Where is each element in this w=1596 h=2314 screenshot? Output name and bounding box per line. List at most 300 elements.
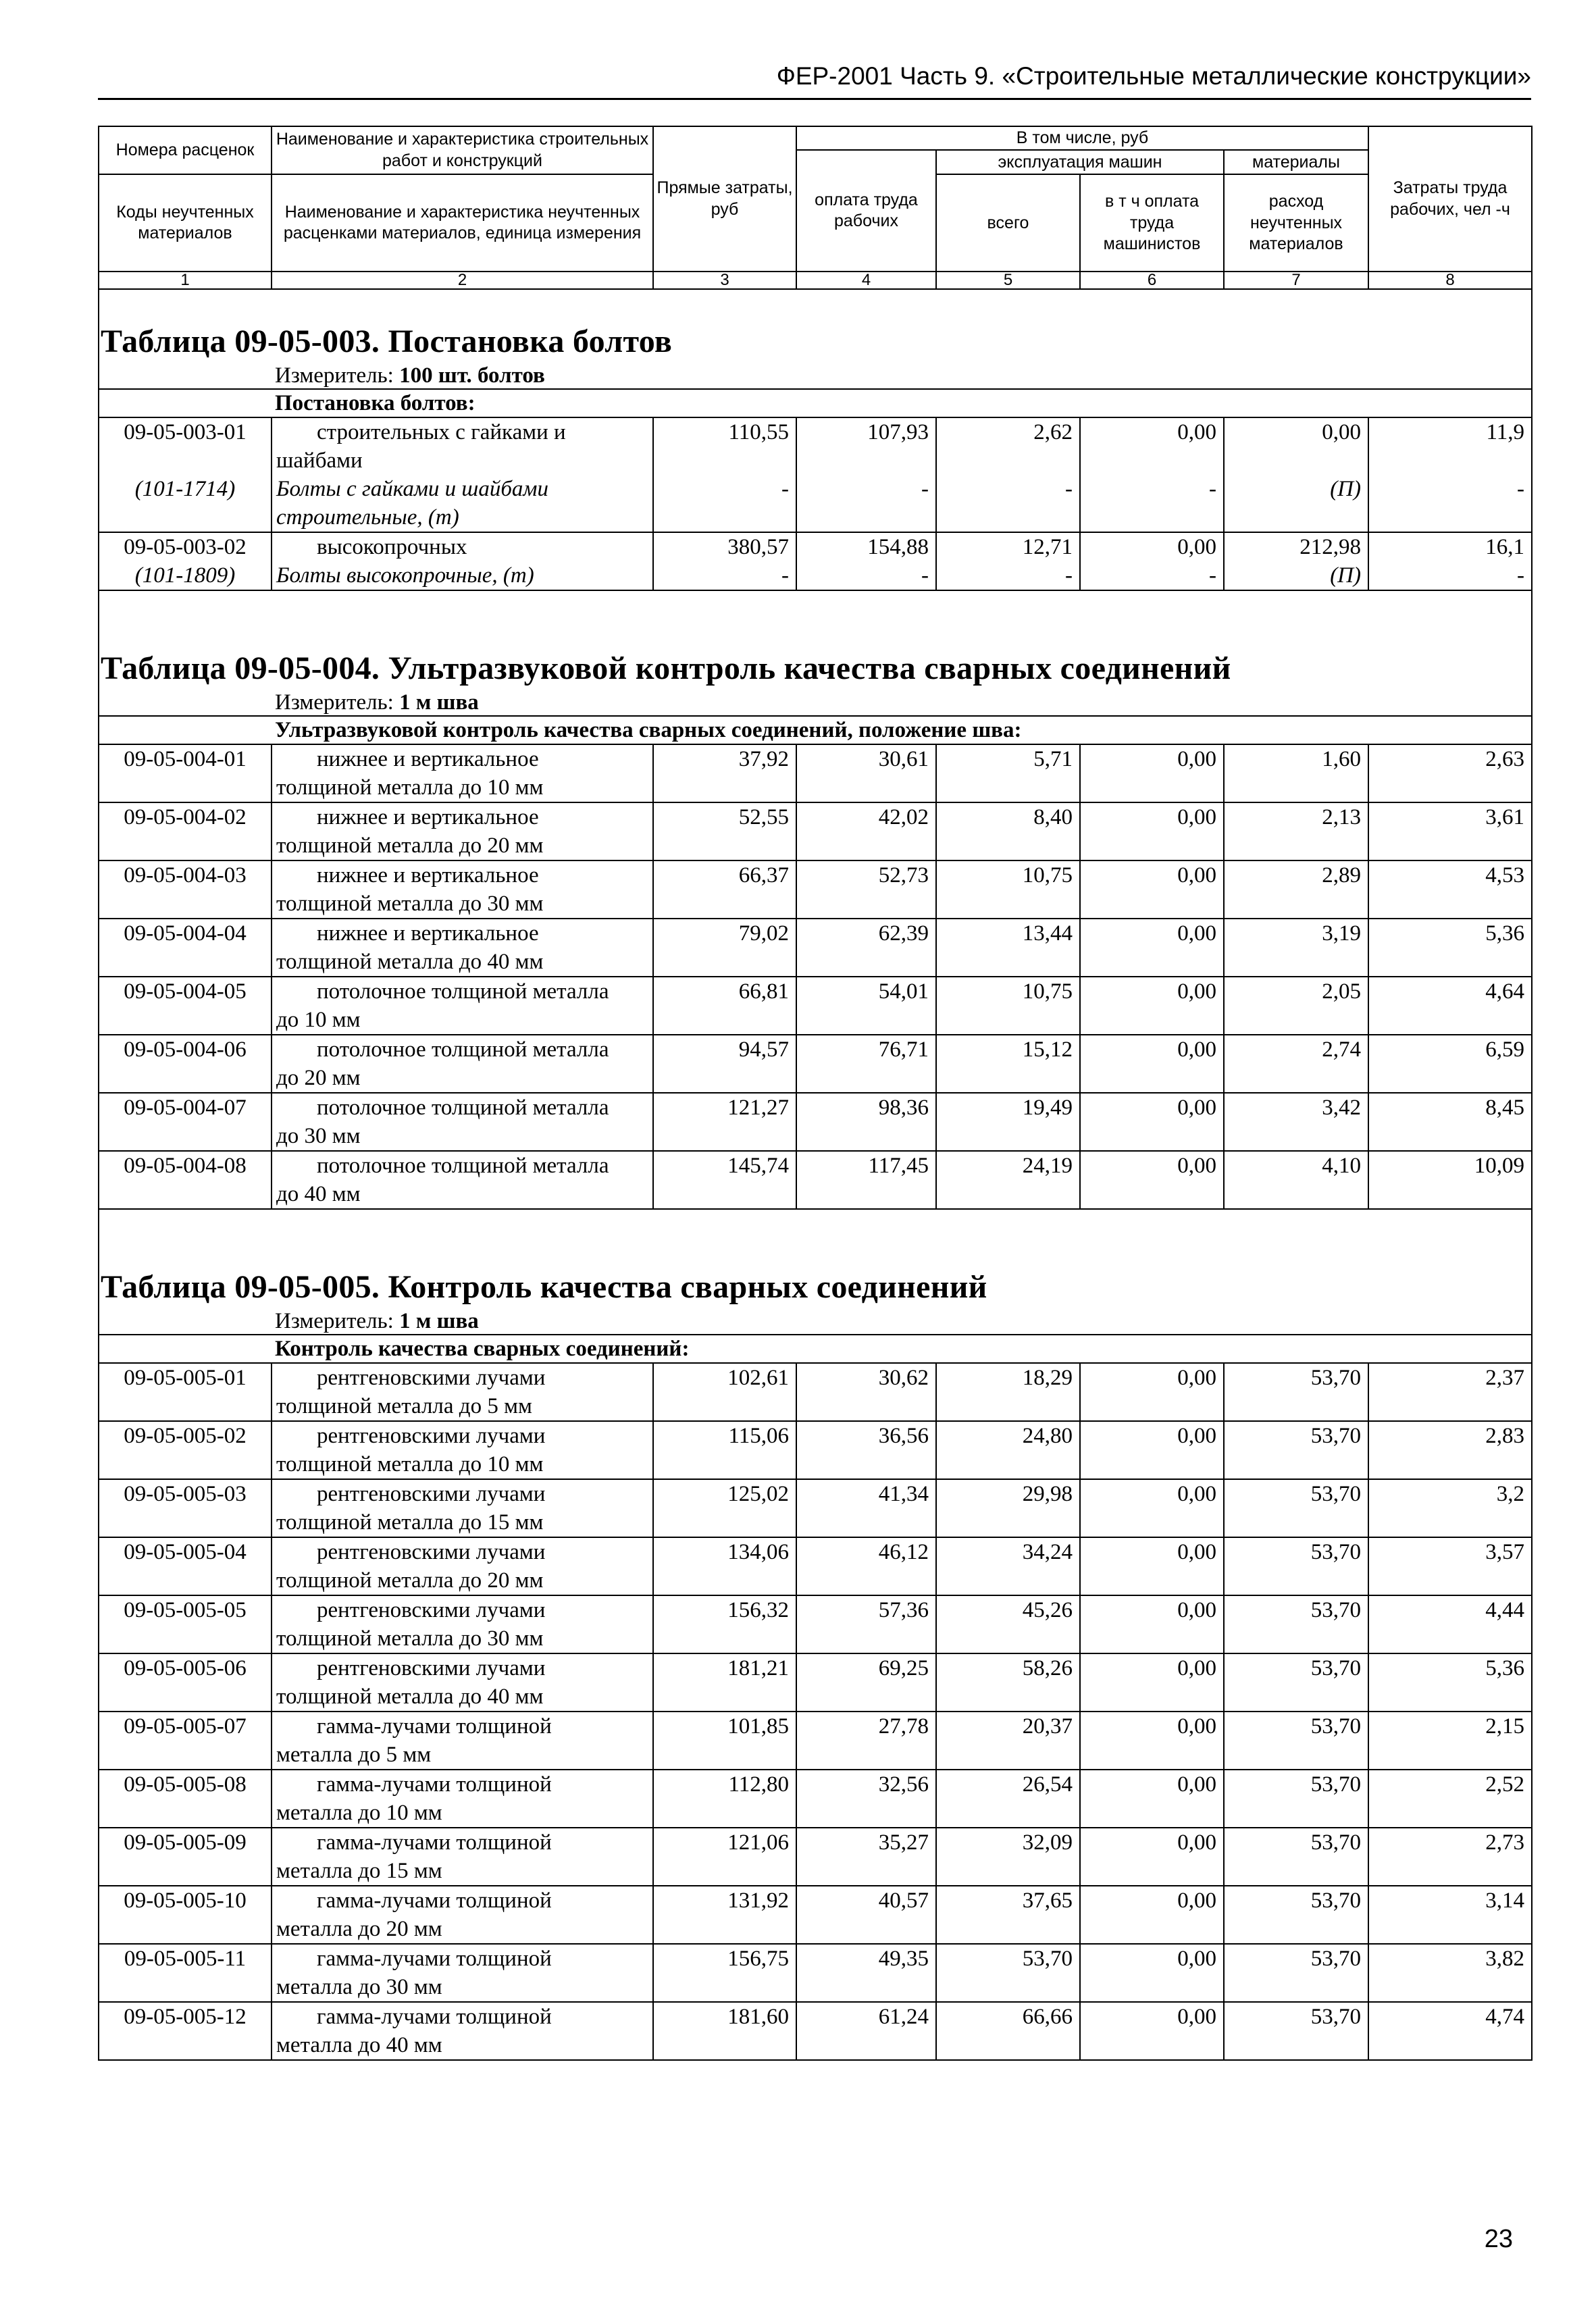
- value-cell: 53,70: [1224, 1828, 1368, 1886]
- value-cell: 53,70: [1224, 1595, 1368, 1653]
- material-row: [99, 475, 1532, 532]
- material-code: (101-1714): [99, 475, 272, 532]
- meter-cell: [99, 360, 1532, 389]
- value-cell: 10,75: [936, 977, 1080, 1035]
- spacer-cell: [99, 1209, 1532, 1235]
- work-name: [272, 1712, 653, 1770]
- value-cell: 49,35: [796, 1944, 936, 2002]
- section-row: [99, 1335, 1532, 1363]
- value-cell: 16,1: [1368, 532, 1532, 561]
- rate-code: 09-05-005-07: [99, 1712, 272, 1770]
- name-line: потолочное толщиной металла: [317, 1154, 609, 1179]
- value-cell: 35,27: [796, 1828, 936, 1886]
- name-line: нижнее и вертикальное: [317, 805, 539, 830]
- name-line: до 30 мм: [276, 1124, 361, 1149]
- value-cell: 8,45: [1368, 1093, 1532, 1151]
- value-cell: 0,00: [1080, 417, 1224, 475]
- column-number: 1: [99, 272, 272, 289]
- value-cell: 57,36: [796, 1595, 936, 1653]
- value-cell: 2,83: [1368, 1421, 1532, 1479]
- meter-row: [99, 687, 1532, 716]
- value-cell: 212,98: [1224, 532, 1368, 561]
- table-title-row: [99, 315, 1532, 360]
- rate-code: 09-05-005-11: [99, 1944, 272, 2002]
- value-cell: 0,00: [1080, 1770, 1224, 1828]
- rate-code: 09-05-005-09: [99, 1828, 272, 1886]
- value-cell: 0,00: [1080, 2002, 1224, 2060]
- table-row: [99, 1421, 1532, 1479]
- rate-code: 09-05-003-01: [99, 417, 272, 475]
- value-cell: 0,00: [1080, 1421, 1224, 1479]
- section-heading: Контроль качества сварных соединений:: [99, 1335, 1532, 1363]
- value-cell: 181,60: [653, 2002, 796, 2060]
- value-cell: 76,71: [796, 1035, 936, 1093]
- value-cell: 0,00: [1080, 1479, 1224, 1537]
- spacer-cell: [99, 590, 1532, 617]
- value-cell: 53,70: [1224, 1363, 1368, 1421]
- meter-value: 1 м шва: [399, 1309, 479, 1334]
- value-cell: 3,57: [1368, 1537, 1532, 1595]
- value-cell: 156,32: [653, 1595, 796, 1653]
- work-name: [272, 977, 653, 1035]
- rate-code: 09-05-005-08: [99, 1770, 272, 1828]
- work-name: [272, 2002, 653, 2060]
- value-cell: 8,40: [936, 802, 1080, 860]
- name-line: металла до 5 мм: [276, 1743, 432, 1768]
- value-cell: 2,37: [1368, 1363, 1532, 1421]
- value-cell: 107,93: [796, 417, 936, 475]
- name-line: металла до 40 мм: [276, 2033, 442, 2058]
- value-cell: 26,54: [936, 1770, 1080, 1828]
- value-cell: 45,26: [936, 1595, 1080, 1653]
- value-cell: 42,02: [796, 802, 936, 860]
- name-line: гамма-лучами толщиной: [317, 2005, 552, 2030]
- name-line: толщиной металла до 40 мм: [276, 1685, 544, 1709]
- work-name: [272, 744, 653, 802]
- name-line: нижнее и вертикальное: [317, 863, 539, 888]
- value-cell: 5,36: [1368, 919, 1532, 977]
- header-materials-unaccounted: расход неучтенных материалов: [1224, 174, 1368, 272]
- value-cell: 0,00: [1080, 919, 1224, 977]
- header-machines: эксплуатация машин: [936, 150, 1224, 174]
- value-cell: 115,06: [653, 1421, 796, 1479]
- table-row: [99, 1151, 1532, 1209]
- column-number: 5: [936, 272, 1080, 289]
- spacer-row: [99, 1235, 1532, 1261]
- table-row: [99, 802, 1532, 860]
- material-value-cell: -: [1080, 561, 1224, 590]
- value-cell: 5,71: [936, 744, 1080, 802]
- header-labor: Затраты труда рабочих, чел -ч: [1368, 126, 1532, 272]
- table-title: Таблица 09-05-004. Ультразвуковой контроль качества сварных соединений: [101, 650, 1231, 687]
- name-line: толщиной металла до 10 мм: [276, 775, 544, 800]
- name-line: гамма-лучами толщиной: [317, 1947, 552, 1972]
- value-cell: 110,55: [653, 417, 796, 475]
- table-row: [99, 532, 1532, 561]
- material-value-cell: -: [653, 475, 796, 532]
- value-cell: 6,59: [1368, 1035, 1532, 1093]
- value-cell: 30,61: [796, 744, 936, 802]
- page-header: ФЕР-2001 Часть 9. «Строительные металлические конструкции»: [776, 62, 1531, 90]
- material-value-cell: -: [796, 475, 936, 532]
- material-value-cell: -: [1368, 475, 1532, 532]
- work-name: [272, 1151, 653, 1209]
- meter-cell: [99, 687, 1532, 716]
- name-line: толщиной металла до 30 мм: [276, 1626, 544, 1651]
- value-cell: 0,00: [1080, 802, 1224, 860]
- value-cell: 3,2: [1368, 1479, 1532, 1537]
- section-heading: Ультразвуковой контроль качества сварных соединений, положение шва:: [99, 716, 1532, 744]
- value-cell: 40,57: [796, 1886, 936, 1944]
- name-line: толщиной металла до 40 мм: [276, 950, 544, 975]
- value-cell: 66,66: [936, 2002, 1080, 2060]
- name-line: толщиной металла до 10 мм: [276, 1452, 544, 1477]
- rate-code: 09-05-005-01: [99, 1363, 272, 1421]
- value-cell: 52,73: [796, 860, 936, 919]
- value-cell: 12,71: [936, 532, 1080, 561]
- value-cell: 10,75: [936, 860, 1080, 919]
- value-cell: 4,64: [1368, 977, 1532, 1035]
- name-line: нижнее и вертикальное: [317, 921, 539, 946]
- section-heading: Постановка болтов:: [99, 389, 1532, 417]
- table-row: [99, 977, 1532, 1035]
- value-cell: 117,45: [796, 1151, 936, 1209]
- value-cell: 2,73: [1368, 1828, 1532, 1886]
- value-cell: 19,49: [936, 1093, 1080, 1151]
- header-machines-total: всего: [936, 174, 1080, 272]
- name-line: до 20 мм: [276, 1066, 361, 1091]
- meter-label: Измеритель:: [275, 690, 400, 715]
- rate-code: 09-05-004-06: [99, 1035, 272, 1093]
- value-cell: 53,70: [1224, 1944, 1368, 2002]
- value-cell: 24,19: [936, 1151, 1080, 1209]
- value-cell: 134,06: [653, 1537, 796, 1595]
- value-cell: 94,57: [653, 1035, 796, 1093]
- value-cell: 101,85: [653, 1712, 796, 1770]
- rate-code: 09-05-004-07: [99, 1093, 272, 1151]
- meter-value: 1 м шва: [399, 690, 479, 715]
- name-line: металла до 15 мм: [276, 1859, 442, 1884]
- header-machines-wage: в т ч оплата труда машинистов: [1080, 174, 1224, 272]
- value-cell: 18,29: [936, 1363, 1080, 1421]
- work-name: [272, 1421, 653, 1479]
- table-row: [99, 1828, 1532, 1886]
- meter-label: Измеритель:: [275, 363, 400, 388]
- meter-cell: [99, 1306, 1532, 1335]
- name-line: гамма-лучами толщиной: [317, 1888, 552, 1913]
- table-row: [99, 1712, 1532, 1770]
- rate-code: 09-05-004-02: [99, 802, 272, 860]
- value-cell: 125,02: [653, 1479, 796, 1537]
- name-line: до 40 мм: [276, 1182, 361, 1207]
- material-value-cell: -: [796, 561, 936, 590]
- material-value-cell: (П): [1224, 475, 1368, 532]
- value-cell: 0,00: [1080, 1363, 1224, 1421]
- value-cell: 32,56: [796, 1770, 936, 1828]
- table-row: [99, 860, 1532, 919]
- value-cell: 3,82: [1368, 1944, 1532, 2002]
- value-cell: 3,42: [1224, 1093, 1368, 1151]
- value-cell: 0,00: [1080, 1151, 1224, 1209]
- work-name: [272, 1595, 653, 1653]
- name-line: рентгеновскими лучами: [317, 1482, 546, 1507]
- name-line: строительных с гайками и: [317, 420, 566, 445]
- value-cell: 3,61: [1368, 802, 1532, 860]
- rate-code: 09-05-004-01: [99, 744, 272, 802]
- rate-code: 09-05-003-02: [99, 532, 272, 561]
- value-cell: 29,98: [936, 1479, 1080, 1537]
- name-line: Болты с гайками и шайбами: [276, 477, 548, 502]
- value-cell: 0,00: [1080, 1093, 1224, 1151]
- table-row: [99, 1653, 1532, 1712]
- name-line: толщиной металла до 5 мм: [276, 1394, 532, 1419]
- work-name: [272, 1828, 653, 1886]
- value-cell: 154,88: [796, 532, 936, 561]
- name-line: толщиной металла до 30 мм: [276, 892, 544, 917]
- spacer-cell: [99, 289, 1532, 315]
- rate-code: 09-05-004-08: [99, 1151, 272, 1209]
- column-number: 4: [796, 272, 936, 289]
- header-direct-costs: Прямые затраты, руб: [653, 126, 796, 272]
- value-cell: 0,00: [1080, 532, 1224, 561]
- value-cell: 131,92: [653, 1886, 796, 1944]
- table-row: [99, 744, 1532, 802]
- value-cell: 66,37: [653, 860, 796, 919]
- rate-code: 09-05-004-05: [99, 977, 272, 1035]
- value-cell: 181,21: [653, 1653, 796, 1712]
- header-code-bottom: Коды неучтенных материалов: [99, 174, 272, 272]
- value-cell: 0,00: [1080, 1653, 1224, 1712]
- value-cell: 52,55: [653, 802, 796, 860]
- column-number: 7: [1224, 272, 1368, 289]
- value-cell: 53,70: [1224, 1479, 1368, 1537]
- value-cell: 53,70: [1224, 1653, 1368, 1712]
- name-line: высокопрочных: [317, 535, 467, 560]
- value-cell: 54,01: [796, 977, 936, 1035]
- value-cell: 24,80: [936, 1421, 1080, 1479]
- header-wage: оплата труда рабочих: [796, 150, 936, 272]
- table-title-cell: [99, 642, 1532, 687]
- table-row: [99, 1035, 1532, 1093]
- value-cell: 79,02: [653, 919, 796, 977]
- material-value-cell: -: [936, 561, 1080, 590]
- name-line: гамма-лучами толщиной: [317, 1772, 552, 1797]
- value-cell: 53,70: [936, 1944, 1080, 2002]
- value-cell: 53,70: [1224, 1886, 1368, 1944]
- table-row: [99, 2002, 1532, 2060]
- column-number: 3: [653, 272, 796, 289]
- table-row: [99, 1363, 1532, 1421]
- table-row: [99, 1537, 1532, 1595]
- value-cell: 2,62: [936, 417, 1080, 475]
- value-cell: 98,36: [796, 1093, 936, 1151]
- name-line: нижнее и вертикальное: [317, 747, 539, 772]
- material-value-cell: (П): [1224, 561, 1368, 590]
- rate-code: 09-05-005-03: [99, 1479, 272, 1537]
- value-cell: 32,09: [936, 1828, 1080, 1886]
- value-cell: 121,27: [653, 1093, 796, 1151]
- material-value-cell: -: [1368, 561, 1532, 590]
- value-cell: 2,52: [1368, 1770, 1532, 1828]
- material-row: [99, 561, 1532, 590]
- name-line: металла до 20 мм: [276, 1917, 442, 1942]
- table-title-row: [99, 1261, 1532, 1306]
- name-line: потолочное толщиной металла: [317, 1096, 609, 1121]
- table-row: [99, 1093, 1532, 1151]
- table-row: [99, 1770, 1532, 1828]
- value-cell: 41,34: [796, 1479, 936, 1537]
- value-cell: 0,00: [1080, 1595, 1224, 1653]
- name-line: рентгеновскими лучами: [317, 1424, 546, 1449]
- name-line: строительные, (т): [276, 505, 459, 530]
- value-cell: 2,15: [1368, 1712, 1532, 1770]
- work-name: [272, 1537, 653, 1595]
- work-name: [272, 1770, 653, 1828]
- value-cell: 1,60: [1224, 744, 1368, 802]
- spacer-cell: [99, 617, 1532, 642]
- name-line: металла до 30 мм: [276, 1975, 442, 2000]
- value-cell: 13,44: [936, 919, 1080, 977]
- value-cell: 53,70: [1224, 1537, 1368, 1595]
- meter-row: [99, 360, 1532, 389]
- value-cell: 37,92: [653, 744, 796, 802]
- value-cell: 121,06: [653, 1828, 796, 1886]
- name-line: рентгеновскими лучами: [317, 1656, 546, 1681]
- table-title-cell: [99, 315, 1532, 360]
- meter-row: [99, 1306, 1532, 1335]
- page-number: 23: [1484, 2225, 1513, 2253]
- rate-code: 09-05-004-04: [99, 919, 272, 977]
- value-cell: 0,00: [1080, 1035, 1224, 1093]
- rate-code: 09-05-005-12: [99, 2002, 272, 2060]
- value-cell: 156,75: [653, 1944, 796, 2002]
- value-cell: 53,70: [1224, 1712, 1368, 1770]
- value-cell: 4,10: [1224, 1151, 1368, 1209]
- value-cell: 62,39: [796, 919, 936, 977]
- material-value-cell: -: [936, 475, 1080, 532]
- work-name: [272, 1653, 653, 1712]
- rate-code: 09-05-005-06: [99, 1653, 272, 1712]
- value-cell: 66,81: [653, 977, 796, 1035]
- meter-label: Измеритель:: [275, 1309, 400, 1334]
- name-line: рентгеновскими лучами: [317, 1540, 546, 1565]
- work-name: [272, 1886, 653, 1944]
- value-cell: 2,63: [1368, 744, 1532, 802]
- header-name-top: Наименование и характеристика строительных работ и конструкций: [272, 126, 653, 174]
- value-cell: 0,00: [1080, 1886, 1224, 1944]
- value-cell: 0,00: [1080, 1712, 1224, 1770]
- name-line: до 10 мм: [276, 1008, 361, 1033]
- value-cell: 0,00: [1224, 417, 1368, 475]
- spacer-row: [99, 289, 1532, 315]
- work-name: [272, 1479, 653, 1537]
- value-cell: 0,00: [1080, 1537, 1224, 1595]
- value-cell: 58,26: [936, 1653, 1080, 1712]
- column-number: 2: [272, 272, 653, 289]
- value-cell: 46,12: [796, 1537, 936, 1595]
- table-row: [99, 1944, 1532, 2002]
- name-line: толщиной металла до 20 мм: [276, 1568, 544, 1593]
- work-name: [272, 919, 653, 977]
- table-title-cell: [99, 1261, 1532, 1306]
- value-cell: 4,44: [1368, 1595, 1532, 1653]
- table-row: [99, 1595, 1532, 1653]
- name-line: толщиной металла до 20 мм: [276, 833, 544, 858]
- meter-value: 100 шт. болтов: [399, 363, 545, 388]
- value-cell: 0,00: [1080, 1828, 1224, 1886]
- header-including: В том числе, руб: [796, 126, 1368, 150]
- rate-code: 09-05-005-05: [99, 1595, 272, 1653]
- value-cell: 61,24: [796, 2002, 936, 2060]
- header-name-bottom: Наименование и характеристика неучтенных расценками материалов, единица измерения: [272, 174, 653, 272]
- value-cell: 145,74: [653, 1151, 796, 1209]
- material-name: [272, 475, 653, 532]
- rate-code: 09-05-005-02: [99, 1421, 272, 1479]
- value-cell: 4,53: [1368, 860, 1532, 919]
- work-name: [272, 1944, 653, 2002]
- value-cell: 15,12: [936, 1035, 1080, 1093]
- value-cell: 11,9: [1368, 417, 1532, 475]
- spacer-cell: [99, 1235, 1532, 1261]
- name-line: гамма-лучами толщиной: [317, 1714, 552, 1739]
- header-materials: материалы: [1224, 150, 1368, 174]
- section-row: [99, 716, 1532, 744]
- column-number: 6: [1080, 272, 1224, 289]
- value-cell: 34,24: [936, 1537, 1080, 1595]
- material-name: [272, 561, 653, 590]
- table-title-row: [99, 642, 1532, 687]
- work-name: [272, 1363, 653, 1421]
- rate-code: 09-05-005-10: [99, 1886, 272, 1944]
- table-title: Таблица 09-05-003. Постановка болтов: [101, 324, 673, 360]
- material-code: (101-1809): [99, 561, 272, 590]
- table-title: Таблица 09-05-005. Контроль качества сварных соединений: [101, 1269, 987, 1306]
- value-cell: 380,57: [653, 532, 796, 561]
- name-line: рентгеновскими лучами: [317, 1366, 546, 1391]
- value-cell: 112,80: [653, 1770, 796, 1828]
- name-line: шайбами: [276, 448, 363, 473]
- value-cell: 0,00: [1080, 744, 1224, 802]
- value-cell: 53,70: [1224, 1770, 1368, 1828]
- value-cell: 3,19: [1224, 919, 1368, 977]
- value-cell: 69,25: [796, 1653, 936, 1712]
- value-cell: 2,05: [1224, 977, 1368, 1035]
- value-cell: 0,00: [1080, 977, 1224, 1035]
- column-number: 8: [1368, 272, 1532, 289]
- value-cell: 4,74: [1368, 2002, 1532, 2060]
- value-cell: 0,00: [1080, 860, 1224, 919]
- rate-code: 09-05-004-03: [99, 860, 272, 919]
- value-cell: 36,56: [796, 1421, 936, 1479]
- table-row: [99, 919, 1532, 977]
- name-line: потолочное толщиной металла: [317, 1037, 609, 1062]
- value-cell: 5,36: [1368, 1653, 1532, 1712]
- material-value-cell: -: [1080, 475, 1224, 532]
- name-line: гамма-лучами толщиной: [317, 1830, 552, 1855]
- name-line: металла до 10 мм: [276, 1801, 442, 1826]
- spacer-row: [99, 1209, 1532, 1235]
- rates-table: [98, 126, 1533, 2061]
- work-name: [272, 1035, 653, 1093]
- value-cell: 2,13: [1224, 802, 1368, 860]
- name-line: потолочное толщиной металла: [317, 979, 609, 1004]
- name-line: толщиной металла до 15 мм: [276, 1510, 544, 1535]
- value-cell: 3,14: [1368, 1886, 1532, 1944]
- value-cell: 30,62: [796, 1363, 936, 1421]
- work-name: [272, 1093, 653, 1151]
- value-cell: 2,74: [1224, 1035, 1368, 1093]
- name-line: рентгеновскими лучами: [317, 1598, 546, 1623]
